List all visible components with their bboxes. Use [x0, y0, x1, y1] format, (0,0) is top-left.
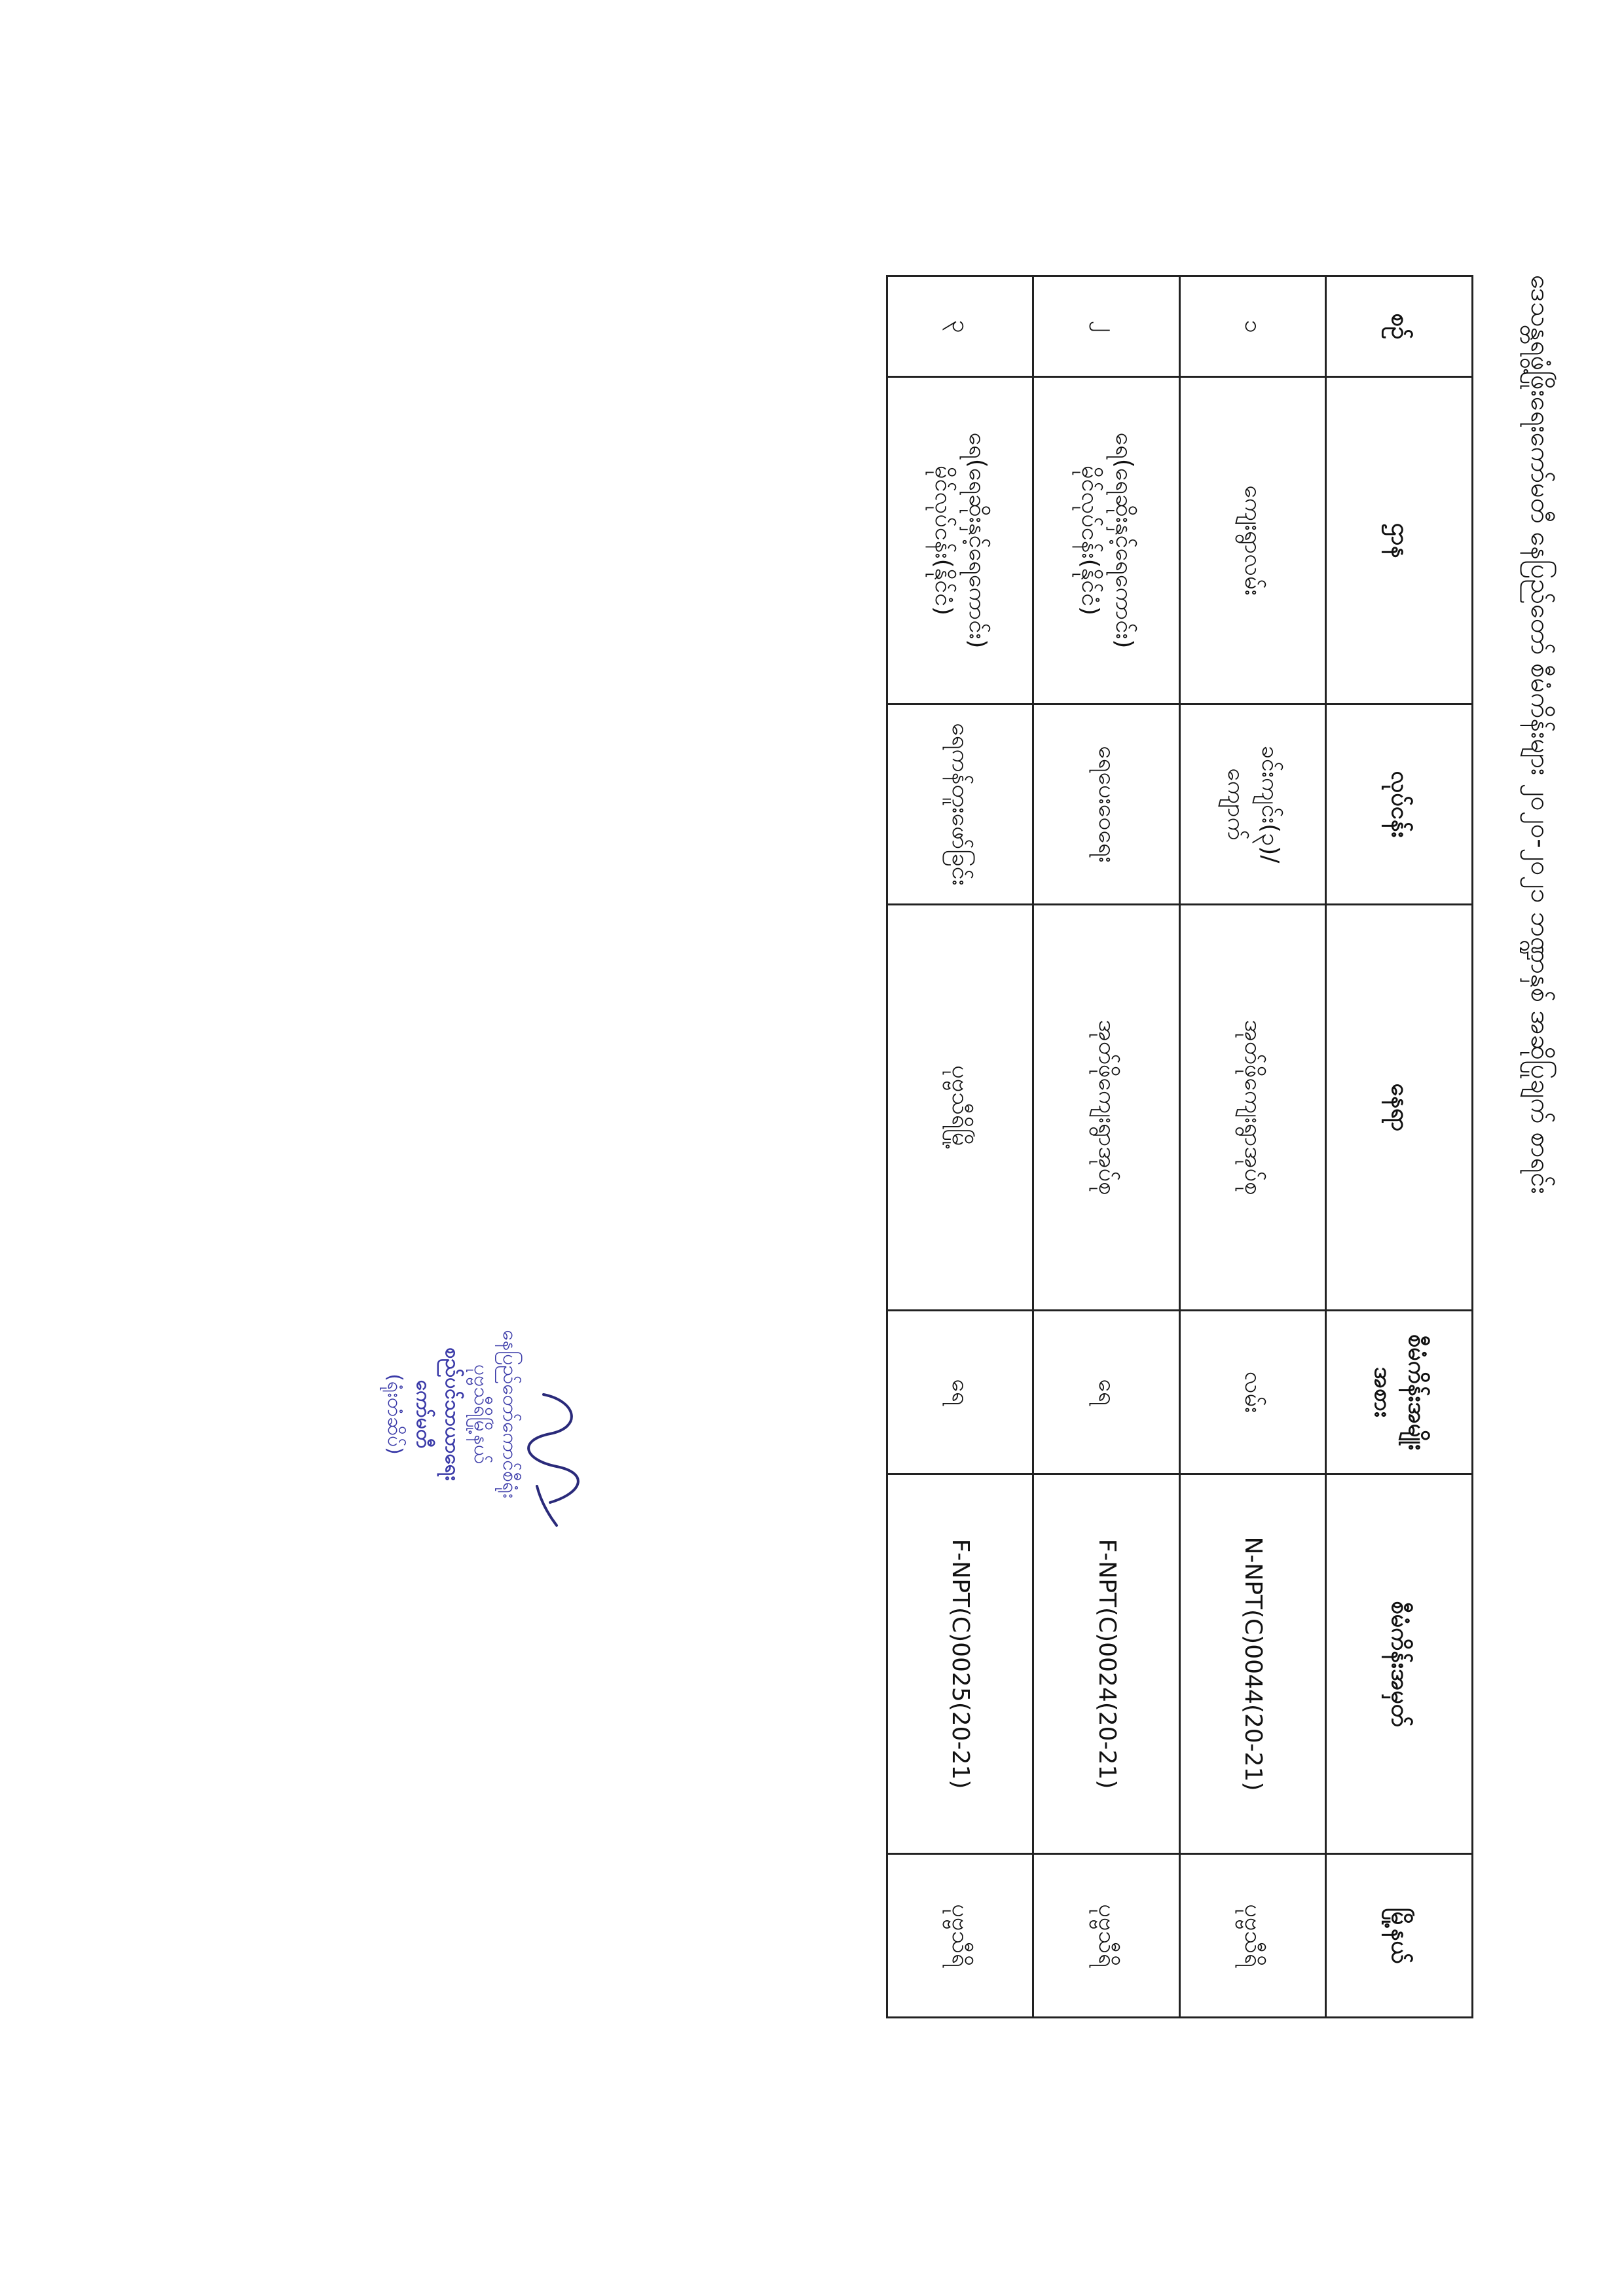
- handwritten-signature: [511, 1388, 596, 1532]
- table-cell: အုတ်ဖိုကျေးရွာအုပ်စု: [1033, 905, 1180, 1311]
- table-header-row: [1326, 276, 1473, 2018]
- table-cell: ခင်းကျင်း(၃)/ကျောက်: [1180, 704, 1327, 905]
- stamp-line: နေပြည်တော်ကောင်စီရုံး: [498, 1330, 521, 1499]
- table-cell: F-NPT(C)0025(20-21): [887, 1474, 1034, 1854]
- table-cell: ၁: [1180, 276, 1327, 377]
- table-row: [1180, 276, 1327, 2018]
- table-cell: ရေ: [1033, 1311, 1180, 1474]
- header-cell: ဌာန: [1326, 377, 1473, 704]
- header-cell: စီမံကိန်းအမှတ်: [1326, 1474, 1473, 1854]
- table-cell: ပုဗ္ဗသီရိမြို့: [887, 905, 1034, 1311]
- header-cell: လုပ်ငန်း: [1326, 704, 1473, 905]
- table-cell: ၃: [887, 276, 1034, 377]
- table-cell: ပုဗ္ဗသီရိ: [1180, 1854, 1327, 2018]
- table-cell: အုတ်ဖိုကျေးရွာအုပ်စု: [1180, 905, 1327, 1311]
- table-cell: ရေ(ရေဆိုးနှင့်ရေကောင်း) မိုင်လုပ်ငန်း(နိုင်ငံ): [887, 377, 1034, 704]
- table-cell: F-NPT(C)0024(20-21): [1033, 1474, 1180, 1854]
- table-row: [887, 276, 1034, 2018]
- official-stamp: [380, 1316, 524, 1512]
- projects-table: [886, 275, 1473, 2018]
- table-cell: ပုဗ္ဗသီရိ: [1033, 1854, 1180, 2018]
- header-cell: စဉ်: [1326, 276, 1473, 377]
- table-cell: ရေ(ရေဆိုးနှင့်ရေကောင်း) မိုင်လုပ်ငန်း(နိုင်ငံ): [1033, 377, 1180, 704]
- table-cell: ၂: [1033, 276, 1180, 377]
- table-cell: ရေကန်တူးဖော်ခြင်း: [887, 704, 1034, 905]
- document-heading: ဒေသန္တရဖွံ့ဖြိုးရေးကော်မတီ နေပြည်တော် စီမံကိန်းများ ၂၀၂၀-၂၀၂၁ ဘဏ္ဍာနှစ် အဆိုပြုချက် စာရင်း: [1525, 275, 1555, 1194]
- table-cell: လမ်း: [1180, 1311, 1327, 1474]
- header-cell: စီမံကိန်းအမျိုးအစား: [1326, 1311, 1473, 1474]
- stamp-line: (ရုံးတံဆိပ်): [383, 1374, 406, 1455]
- header-cell: မြို့နယ်: [1326, 1854, 1473, 2018]
- stamp-line: စည်ပင်သာယာရေးကော်မတီ: [412, 1347, 464, 1481]
- table-cell: ရေပေးဝေရေး: [1033, 704, 1180, 905]
- table-cell: N-NPT(C)0044(20-21): [1180, 1474, 1327, 1854]
- stamp-line: ပုဗ္ဗသီရိမြို့နယ်: [470, 1364, 492, 1464]
- table-cell: ပုဗ္ဗသီရိ: [887, 1854, 1034, 2018]
- table-cell: ရေ: [887, 1311, 1034, 1474]
- header-cell: နေရာ: [1326, 905, 1473, 1311]
- table-cell: ကျေးရွာလမ်း: [1180, 377, 1327, 704]
- table-row: [1033, 276, 1180, 2018]
